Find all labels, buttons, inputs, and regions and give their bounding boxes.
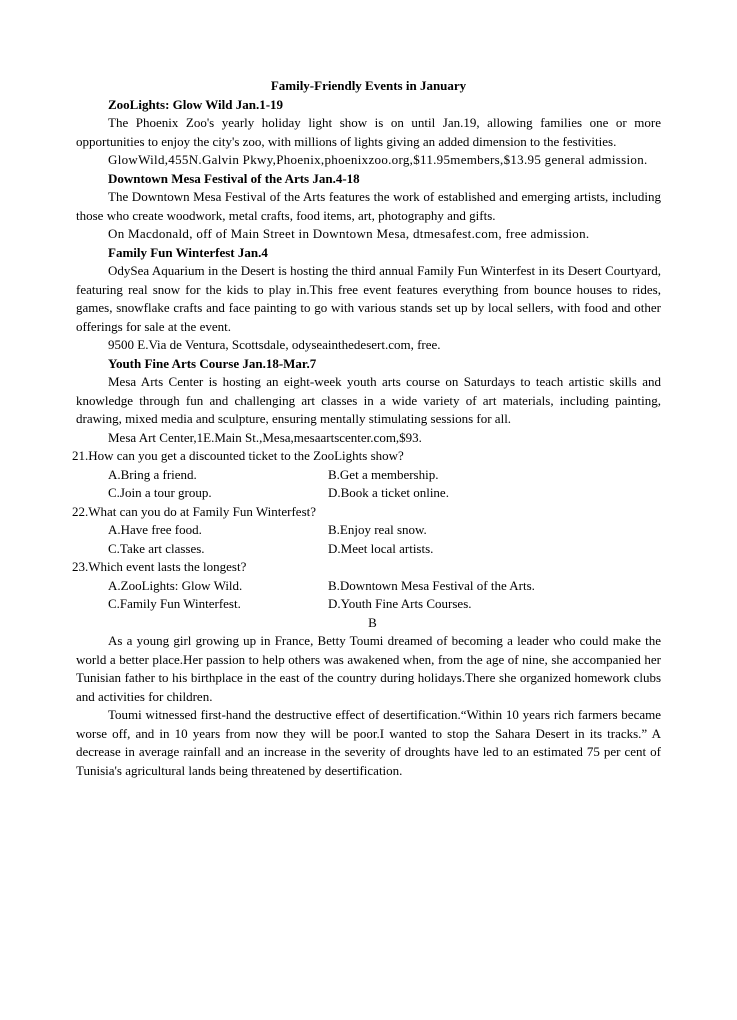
- option-a: A.ZooLights: Glow Wild.: [108, 577, 243, 593]
- event-details: Mesa Art Center,1E.Main St.,Mesa,mesaartscenter.com,$93.: [108, 429, 422, 445]
- question-23: [72, 558, 661, 614]
- event-heading: Youth Fine Arts Course Jan.18-Mar.7: [108, 355, 317, 371]
- event-winterfest: [76, 244, 661, 355]
- question-text: 23.Which event lasts the longest?: [72, 559, 247, 574]
- passage-paragraph: As a young girl growing up in France, Betty Toumi dreamed of becoming a leader who could make the world a better place.Her passion to help others was awakened when, from the age of nine, she accompanied her Tunisian father to his birthplace in the east of the country during holidays.There she organized homework clubs and activities for children.: [76, 633, 661, 704]
- event-description: The Downtown Mesa Festival of the Arts features the work of established and emerging artists, including those who create woodwork, metal crafts, food items, art, photography and gifts.: [76, 189, 661, 223]
- event-heading: ZooLights: Glow Wild Jan.1-19: [108, 96, 284, 112]
- event-youth-arts: [76, 355, 661, 448]
- event-details: On Macdonald, off of Main Street in Downtown Mesa, dtmesafest.com, free admission.: [108, 226, 590, 241]
- answer-options: [76, 466, 661, 503]
- option-c: C.Take art classes.: [108, 540, 205, 556]
- option-a: A.Bring a friend.: [108, 466, 197, 482]
- option-d: D.Meet local artists.: [328, 540, 434, 556]
- question-22: [72, 503, 661, 559]
- option-a: A.Have free food.: [108, 522, 202, 537]
- option-d: D.Youth Fine Arts Courses.: [328, 596, 472, 611]
- section-letter: B: [368, 614, 377, 630]
- event-description: OdySea Aquarium in the Desert is hosting the third annual Family Fun Winterfest in its Desert Courtyard, featuring real snow for the kids to play in.This free event features everything from bounce houses to rides, games, snowflake crafts and face painting to go with various stands set up by local sellers, with food and other offerings for sale at the event.: [76, 263, 661, 334]
- answer-options: [76, 521, 661, 558]
- option-c: C.Join a tour group.: [108, 485, 212, 500]
- option-b: B.Enjoy real snow.: [328, 522, 427, 537]
- event-mesa-festival: [76, 170, 661, 244]
- page-title: Family-Friendly Events in January: [270, 78, 467, 93]
- event-heading: Downtown Mesa Festival of the Arts Jan.4-18: [108, 170, 360, 186]
- option-b: B.Get a membership.: [328, 466, 439, 482]
- event-details: GlowWild,455N.Galvin Pkwy,Phoenix,phoenixzoo.org,$11.95members,$13.95 general admission.: [108, 152, 648, 167]
- event-zoolights: [76, 96, 661, 170]
- answer-options: [76, 577, 661, 614]
- option-d: D.Book a ticket online.: [328, 485, 449, 500]
- event-description: Mesa Arts Center is hosting an eight-week youth arts course on Saturdays to teach artistic skills and knowledge through fun and challenging art classes in a wide variety of art materials, including painting, drawing, mixed media and sculpture, ensuring mentally stimulating sessions for all.: [76, 374, 661, 426]
- event-heading: Family Fun Winterfest Jan.4: [108, 244, 268, 260]
- option-b: B.Downtown Mesa Festival of the Arts.: [328, 577, 535, 593]
- event-details: 9500 E.Via de Ventura, Scottsdale, odyseainthedesert.com, free.: [108, 337, 441, 352]
- document-page: [72, 77, 661, 780]
- event-description: The Phoenix Zoo's yearly holiday light show is on until Jan.19, allowing families one or more opportunities to enjoy the city's zoo, with millions of lights giving an added dimension to the festivities.: [76, 115, 661, 149]
- question-21: [72, 447, 661, 503]
- option-c: C.Family Fun Winterfest.: [108, 596, 241, 611]
- passage-paragraph: Toumi witnessed first-hand the destructive effect of desertification.“Within 10 years rich farmers became worse off, and in 10 years from now they will be poor.I wanted to stop the Sahara Desert in its tracks.” A decrease in average rainfall and an increase in the severity of droughts have led to an estimated 75 per cent of Tunisia's agricultural lands being threatened by desertification.: [76, 707, 661, 778]
- question-text: 22.What can you do at Family Fun Winterfest?: [72, 503, 317, 519]
- question-text: 21.How can you get a discounted ticket to the ZooLights show?: [72, 448, 404, 463]
